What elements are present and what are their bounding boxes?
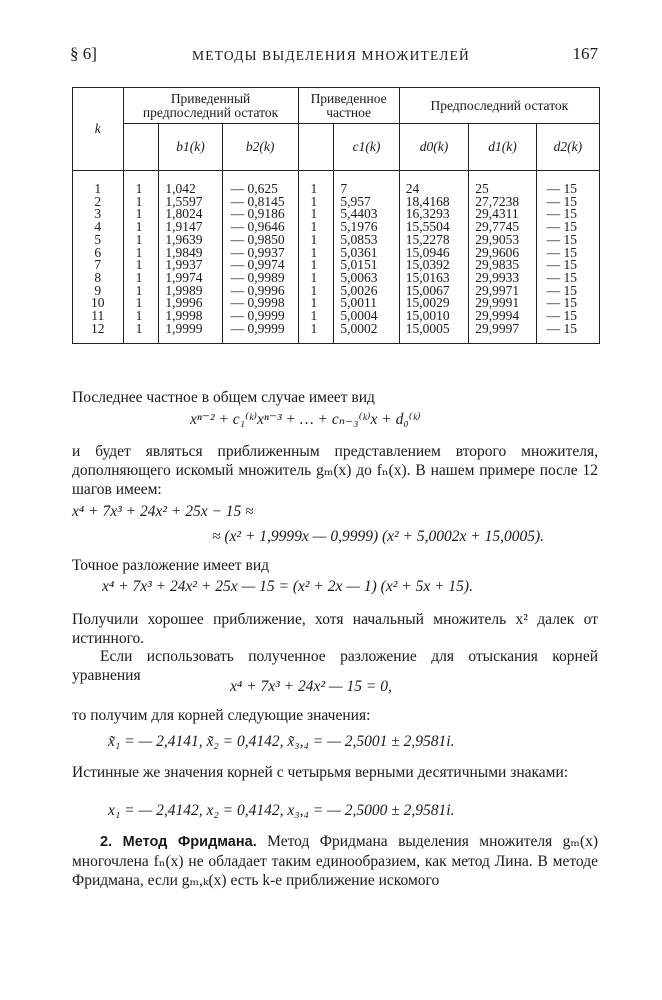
- sub-header: d0(k): [399, 124, 469, 171]
- sub-header: b2(k): [222, 124, 298, 171]
- table-cell: 15,0946: [399, 247, 469, 260]
- page-number: 167: [572, 44, 598, 63]
- table-cell: 5,0853: [334, 234, 399, 247]
- table-cell: 1,8024: [159, 208, 222, 221]
- table-cell: — 0,8145: [222, 196, 298, 209]
- table-cell: 9: [73, 285, 124, 298]
- table-row: [73, 310, 600, 323]
- section-heading-friedman: 2. Метод Фридмана.: [100, 834, 257, 850]
- table-cell: 1: [123, 259, 159, 272]
- table-cell: 5,0151: [334, 259, 399, 272]
- table-cell: 29,9994: [469, 310, 536, 323]
- formula-true-roots: x₁ = — 2,4142, x₂ = 0,4142, x₃,₄ = — 2,5000 ± 2,9581i.: [108, 802, 455, 819]
- table-cell: 5: [73, 234, 124, 247]
- table-cell: — 0,9999: [222, 323, 298, 344]
- table-cell: — 15: [536, 259, 599, 272]
- sub-header: d2(k): [536, 124, 599, 171]
- paragraph-good-approx: Получили хорошее приближение, хотя начальный множитель x² далек от истинного.: [72, 611, 598, 647]
- table-cell: — 15: [536, 247, 599, 260]
- group-header-remainder-reduced: Приведенный предпоследний остаток: [123, 88, 298, 124]
- running-title: МЕТОДЫ ВЫДЕЛЕНИЯ МНОЖИТЕЛЕЙ: [192, 48, 470, 63]
- iteration-table: [72, 87, 600, 344]
- table-cell: 1: [123, 297, 159, 310]
- table-cell: — 0,9937: [222, 247, 298, 260]
- table-cell: — 0,9989: [222, 272, 298, 285]
- table-cell: 29,9997: [469, 323, 536, 344]
- table-cell: 12: [73, 323, 124, 344]
- table-cell: 15,0067: [399, 285, 469, 298]
- paragraph-last-quotient: Последнее частное в общем случае имеет вид: [72, 389, 375, 406]
- table-cell: 2: [73, 196, 124, 209]
- table-cell: 1,9998: [159, 310, 222, 323]
- table-cell: 4: [73, 221, 124, 234]
- sub-header: d1(k): [469, 124, 536, 171]
- table-cell: — 0,9646: [222, 221, 298, 234]
- paragraph-roots: Если использовать полученное разложение для отыскания корней уравнения: [72, 648, 598, 684]
- table-cell: 5,0361: [334, 247, 399, 260]
- table-row: [73, 221, 600, 234]
- table-cell: 1: [298, 208, 334, 221]
- formula-equation: x⁴ + 7x³ + 24x² — 15 = 0,: [230, 678, 392, 695]
- paragraph-friedman: [72, 832, 598, 890]
- table-cell: 1,9147: [159, 221, 222, 234]
- table-cell: 1,9974: [159, 272, 222, 285]
- table-cell: 5,0063: [334, 272, 399, 285]
- formula-approx-roots: x̃₁ = — 2,4141, x̃₂ = 0,4142, x̃₃,₄ = — 2,5001 ± 2,9581i.: [108, 733, 455, 750]
- table-cell: 1: [123, 183, 159, 196]
- table-cell: — 0,9974: [222, 259, 298, 272]
- table-cell: 24: [399, 183, 469, 196]
- formula-quotient: xⁿ⁻² + c₁⁽ᵏ⁾xⁿ⁻³ + … + cₙ₋₃⁽ᵏ⁾x + d₀⁽ᵏ⁾: [190, 411, 421, 428]
- table-cell: 5,957: [334, 196, 399, 209]
- group-header-remainder: Предпоследний остаток: [399, 88, 599, 124]
- table-cell: 1: [123, 221, 159, 234]
- table-cell: — 0,9996: [222, 285, 298, 298]
- table-cell: 1,9639: [159, 234, 222, 247]
- table-cell: 15,0029: [399, 297, 469, 310]
- table-cell: 25: [469, 183, 536, 196]
- table-cell: 15,0163: [399, 272, 469, 285]
- table-cell: 1: [298, 259, 334, 272]
- sub-header: b1(k): [159, 124, 222, 171]
- table-cell: 11: [73, 310, 124, 323]
- table-row: [73, 208, 600, 221]
- table-cell: — 0,9186: [222, 208, 298, 221]
- table-cell: — 0,9998: [222, 297, 298, 310]
- table-cell: 5,4403: [334, 208, 399, 221]
- table-cell: 5,0011: [334, 297, 399, 310]
- table-cell: 29,9971: [469, 285, 536, 298]
- table-cell: 15,0010: [399, 310, 469, 323]
- table-cell: 5,0002: [334, 323, 399, 344]
- table-cell: 1: [298, 323, 334, 344]
- table-cell: 1: [298, 297, 334, 310]
- table-cell: 7: [334, 183, 399, 196]
- table-cell: 1,9849: [159, 247, 222, 260]
- table-cell: 1: [298, 247, 334, 260]
- table-row: [73, 272, 600, 285]
- paragraph-friedman-body: Метод Фридмана выделения множителя gₘ(x) многочлена fₙ(x) не обладает таким единообразием, как метод Лина. В методе Фридмана, если gₘ,ₖ(x) есть k-е приближение искомого: [72, 833, 599, 889]
- table-cell: — 0,9850: [222, 234, 298, 247]
- table-cell: 1: [123, 310, 159, 323]
- table-cell: 8: [73, 272, 124, 285]
- table-cell: 1: [123, 272, 159, 285]
- table-cell: 1: [123, 285, 159, 298]
- table-cell: 29,7745: [469, 221, 536, 234]
- formula-approx-left: x⁴ + 7x³ + 24x² + 25x − 15 ≈: [72, 503, 254, 520]
- table-cell: 3: [73, 208, 124, 221]
- table-row: [73, 259, 600, 272]
- table-cell: 1: [298, 183, 334, 196]
- sub-header: [123, 124, 159, 171]
- paragraph-true-roots: Истинные же значения корней с четырьмя верными десятичными знаками:: [72, 764, 569, 781]
- table-cell: — 0,625: [222, 183, 298, 196]
- table-cell: 1: [298, 196, 334, 209]
- paragraph-approximation: и будет являться приближенным представлением второго множителя, дополняющего искомый множитель gₘ(x) до fₙ(x). В нашем примере после 12 шагов имеем:: [72, 443, 598, 498]
- table-cell: 1: [298, 272, 334, 285]
- table-cell: 1: [123, 247, 159, 260]
- table-cell: 27,7238: [469, 196, 536, 209]
- table-cell: — 15: [536, 221, 599, 234]
- table-cell: 5,0004: [334, 310, 399, 323]
- table-cell: 7: [73, 259, 124, 272]
- table-cell: — 15: [536, 183, 599, 196]
- col-header-k: k: [73, 88, 124, 171]
- table-cell: — 15: [536, 208, 599, 221]
- table-row: [73, 183, 600, 196]
- table-cell: — 15: [536, 310, 599, 323]
- paragraph-exact: Точное разложение имеет вид: [72, 557, 270, 574]
- paragraph-roots-values: то получим для корней следующие значения:: [72, 707, 371, 724]
- table-cell: — 15: [536, 323, 599, 344]
- formula-exact: x⁴ + 7x³ + 24x² + 25x — 15 = (x² + 2x — 1) (x² + 5x + 15).: [102, 578, 473, 595]
- table-cell: 1: [123, 234, 159, 247]
- table-cell: 15,0392: [399, 259, 469, 272]
- table-cell: 5,1976: [334, 221, 399, 234]
- group-header-quotient: Приведенное частное: [298, 88, 399, 124]
- table-row: [73, 247, 600, 260]
- formula-approx-right: ≈ (x² + 1,9999x — 0,9999) (x² + 5,0002x + 15,0005).: [212, 528, 545, 545]
- table-cell: 15,2278: [399, 234, 469, 247]
- table-cell: 1,5597: [159, 196, 222, 209]
- table-cell: — 15: [536, 285, 599, 298]
- table-cell: 1,9989: [159, 285, 222, 298]
- table-cell: 15,0005: [399, 323, 469, 344]
- table-cell: — 0,9999: [222, 310, 298, 323]
- table-cell: 6: [73, 247, 124, 260]
- table-cell: 1: [123, 208, 159, 221]
- table-cell: — 15: [536, 234, 599, 247]
- table-row: [73, 196, 600, 209]
- table-cell: — 15: [536, 272, 599, 285]
- table-cell: 10: [73, 297, 124, 310]
- table-cell: 1: [123, 196, 159, 209]
- table-row: [73, 297, 600, 310]
- table-cell: 1,9937: [159, 259, 222, 272]
- table-cell: 1,9999: [159, 323, 222, 344]
- table-cell: 1: [73, 183, 124, 196]
- table-cell: 1: [298, 285, 334, 298]
- table-cell: 5,0026: [334, 285, 399, 298]
- table-cell: 29,9606: [469, 247, 536, 260]
- table-cell: 16,3293: [399, 208, 469, 221]
- table-cell: — 15: [536, 196, 599, 209]
- table-cell: 1: [298, 310, 334, 323]
- table-cell: 1: [298, 234, 334, 247]
- table-cell: 29,9053: [469, 234, 536, 247]
- sub-header: [298, 124, 334, 171]
- sub-header: c1(k): [334, 124, 399, 171]
- table-cell: 29,9991: [469, 297, 536, 310]
- table-cell: 1: [298, 221, 334, 234]
- table-cell: — 15: [536, 297, 599, 310]
- table-row: [73, 234, 600, 247]
- table-row: [73, 285, 600, 298]
- table-cell: 1,9996: [159, 297, 222, 310]
- table-row: [73, 323, 600, 344]
- table-cell: 29,9835: [469, 259, 536, 272]
- table-cell: 1: [123, 323, 159, 344]
- table-cell: 1,042: [159, 183, 222, 196]
- table-cell: 15,5504: [399, 221, 469, 234]
- table-cell: 18,4168: [399, 196, 469, 209]
- table-cell: 29,4311: [469, 208, 536, 221]
- table-cell: 29,9933: [469, 272, 536, 285]
- section-number: § 6]: [70, 44, 97, 63]
